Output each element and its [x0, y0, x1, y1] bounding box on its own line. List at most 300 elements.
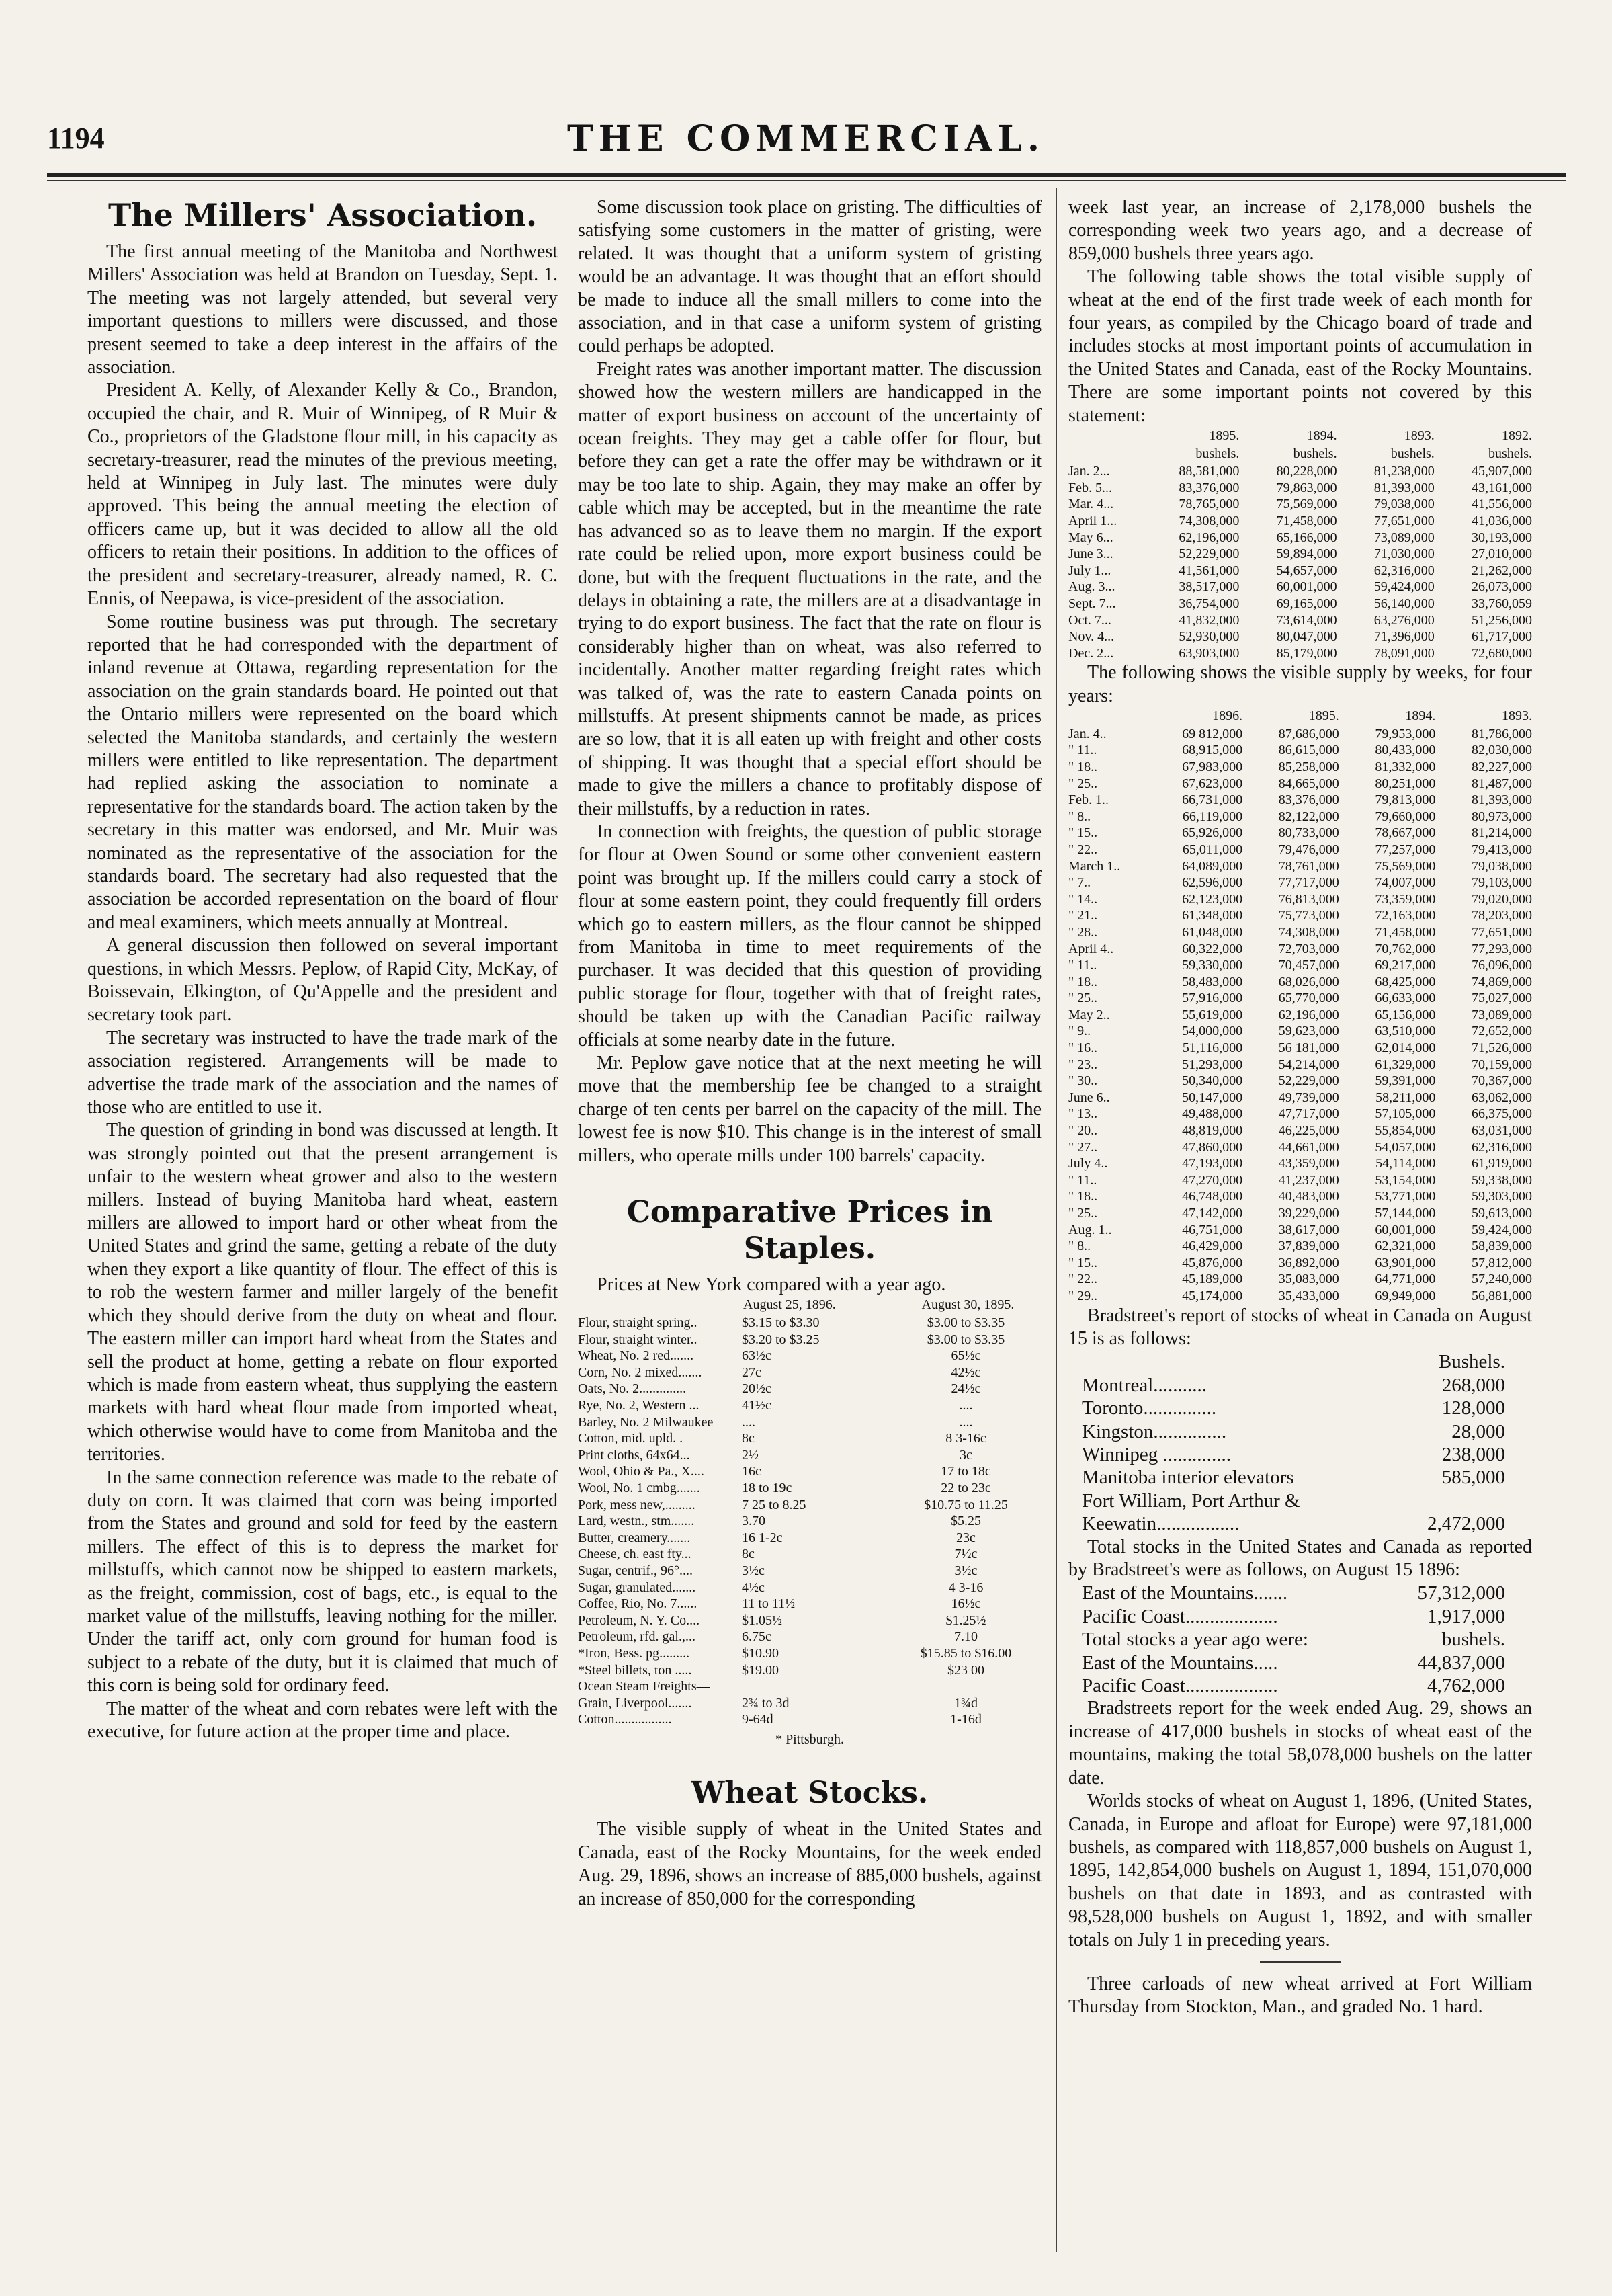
table-row — [578, 1580, 1042, 1596]
supply-cell: 85,258,000 — [1278, 759, 1339, 774]
supply-cell: 78,761,000 — [1278, 858, 1339, 874]
supply-cell: 79,863,000 — [1276, 480, 1337, 495]
supply-cell: 77,717,000 — [1278, 875, 1339, 891]
supply-cell: 62,196,000 — [1278, 1007, 1339, 1022]
supply-cell: 74,869,000 — [1472, 974, 1532, 989]
prices-cell: 7.10 — [954, 1629, 978, 1645]
stock-quantity — [1388, 1489, 1532, 1512]
prices-cell: Grain, Liverpool....... — [578, 1695, 692, 1711]
table-row — [1068, 1628, 1532, 1651]
prices-cell: Coffee, Rio, No. 7...... — [578, 1596, 697, 1612]
supply-cell: 50,340,000 — [1182, 1073, 1243, 1089]
supply-cell: 77,651,000 — [1373, 514, 1435, 529]
supply-cell: 27,010,000 — [1472, 546, 1532, 562]
table-row — [1068, 612, 1532, 629]
millers-paragraph: The secretary was instructed to have the trade mark of the association registered. Arrangements will be made to advertise the trade mark of the association and the names of those who are entitled to use it. — [87, 1027, 558, 1118]
supply-cell: 70,159,000 — [1472, 1057, 1532, 1072]
supply-cell: 35,083,000 — [1278, 1272, 1339, 1287]
supply-cell: 30,193,000 — [1472, 530, 1532, 545]
prices-cell: 63½c — [742, 1348, 771, 1364]
prices-cell: Sugar, granulated....... — [578, 1580, 696, 1595]
supply-cell: 59,391,000 — [1375, 1073, 1436, 1089]
supply-cell: 52,930,000 — [1179, 629, 1240, 645]
page-number: 1194 — [47, 122, 105, 155]
supply-cell: 62,316,000 — [1373, 563, 1435, 578]
table-row — [1068, 496, 1532, 513]
prices-cell: *Steel billets, ton ..... — [578, 1662, 692, 1678]
supply-cell: Jan. 4.. — [1068, 726, 1107, 741]
supply-cell: 59,424,000 — [1373, 579, 1435, 595]
supply-cell: 71,458,000 — [1375, 924, 1436, 940]
supply-cell: 77,293,000 — [1472, 941, 1532, 956]
supply-cell: 65,926,000 — [1182, 825, 1243, 841]
supply-cell: 38,617,000 — [1278, 1222, 1339, 1237]
supply-cell: 49,739,000 — [1278, 1090, 1339, 1105]
supply-cell: 63,062,000 — [1472, 1090, 1532, 1105]
prices-cell: Barley, No. 2 Milwaukee — [578, 1414, 714, 1430]
table-row — [1068, 842, 1532, 858]
prices-cell: Flour, straight spring.. — [578, 1315, 697, 1331]
table-row — [1068, 1651, 1532, 1674]
supply-cell: " 25.. — [1068, 991, 1098, 1006]
prices-cell: $10.90 — [742, 1645, 779, 1661]
supply-cell: 81,393,000 — [1472, 792, 1532, 808]
supply-cell: 61,048,000 — [1182, 924, 1243, 940]
millers-paragraph: In the same connection reference was made to the rebate of duty on corn. It was claimed that corn was being imported from the States and ground and sold for feed by the eastern millers. The effect of this is to depress the market for millstuffs, which cannot now be shipped to eastern markets, as the freight, commission, cost of bags, etc., is equal to the market value of the millstuffs, leaving nothing for the miller. Under the tariff act, only corn ground for human food is subject to a rebate of the duty, but it is claimed that much of this corn is being sold for ordinary feed. — [87, 1467, 558, 1696]
stock-quantity: 128,000 — [1441, 1397, 1505, 1420]
prices-col-header: August 25, 1896. — [743, 1297, 836, 1313]
prices-cell: 41½c — [742, 1398, 771, 1413]
supply-cell: 65,156,000 — [1375, 1007, 1436, 1022]
supply-cell: Sept. 7... — [1068, 596, 1116, 611]
supply-cell: 53,154,000 — [1375, 1172, 1436, 1188]
supply-cell: 74,308,000 — [1179, 514, 1240, 529]
supply-cell: 69,165,000 — [1276, 596, 1337, 611]
supply-cell: 45,876,000 — [1182, 1255, 1243, 1270]
prices-cell: 7½c — [954, 1547, 978, 1562]
unit-header: bushels. — [1390, 446, 1435, 461]
table-row — [1068, 1443, 1532, 1466]
supply-cell: 81,487,000 — [1472, 776, 1532, 791]
stock-place: Pacific Coast................... — [1082, 1605, 1278, 1627]
supply-cell: 53,771,000 — [1375, 1189, 1436, 1204]
supply-cell: 40,483,000 — [1278, 1189, 1339, 1204]
table-row — [1068, 1155, 1532, 1172]
supply-cell: Feb. 1.. — [1068, 792, 1109, 808]
millers-paragraph: In connection with freights, the question of public storage for flour at Owen Sound or some other convenient eastern point was brought up. If the millers could carry a stock of flour at some eastern point, they could frequently fill orders which go to eastern millers, as the flour cannot be shipped from Manitoba in time to meet requirements of the purchaser. It was decided that this question of providing public storage for flour, together with that of freight rates, should be taken up with the Canadian Pacific railway officials at some nearby date in the future. — [578, 821, 1042, 1051]
millers-paragraph: Mr. Peplow gave notice that at the next meeting he will move that the membership fee be changed to a straight charge of ten cents per barrel on the capacity of the mill. The lowest fee is now $10. This change is in the interest of small millers, who operate mills under 100 barrels' capacity. — [578, 1053, 1042, 1166]
millers-paragraph: A general discussion then followed on several important questions, in which Messrs. Peplow, of Rapid City, McKay, of Boissevain, Elkington, of Qu'Appelle and the president and secretary took part. — [87, 935, 558, 1026]
supply-cell: 78,203,000 — [1472, 908, 1532, 924]
masthead-rule — [47, 173, 1566, 177]
supply-cell: 64,089,000 — [1182, 858, 1243, 874]
supply-cell: June 3... — [1068, 546, 1113, 562]
supply-cell: 62,321,000 — [1375, 1239, 1436, 1254]
supply-cell: July 1... — [1068, 563, 1111, 578]
supply-cell: Feb. 5... — [1068, 480, 1112, 495]
supply-cell: 58,839,000 — [1472, 1239, 1532, 1254]
supply-cell: " 29.. — [1068, 1288, 1098, 1303]
prices-heading: Comparative Prices in Staples. — [626, 1195, 993, 1266]
table-row — [1068, 1007, 1532, 1024]
stock-place: Montreal........... — [1082, 1374, 1207, 1396]
supply-cell: " 22.. — [1068, 1272, 1098, 1287]
prices-cell: Wheat, No. 2 red....... — [578, 1348, 694, 1364]
table-row — [578, 1463, 1042, 1480]
supply-cell: 46,429,000 — [1182, 1239, 1243, 1254]
table-row — [1068, 1512, 1532, 1535]
prices-cell: 23c — [956, 1530, 976, 1545]
supply-cell: 70,367,000 — [1472, 1073, 1532, 1089]
prices-cell: 27c — [742, 1364, 761, 1380]
supply-cell: 71,458,000 — [1276, 514, 1337, 529]
table-row — [1068, 463, 1532, 480]
supply-cell: May 2.. — [1068, 1007, 1110, 1022]
supply-cell: 81,393,000 — [1373, 480, 1435, 495]
supply-cell: 57,240,000 — [1472, 1272, 1532, 1287]
table-row — [578, 1662, 1042, 1679]
prices-cell: Wool, Ohio & Pa., X.... — [578, 1464, 704, 1479]
supply-cell: 45,189,000 — [1182, 1272, 1243, 1287]
supply-cell: 65,166,000 — [1276, 530, 1337, 545]
supply-cell: 75,027,000 — [1472, 991, 1532, 1006]
supply-cell: 79,476,000 — [1278, 842, 1339, 857]
prices-cell: $23 00 — [947, 1662, 984, 1678]
supply-cell: 80,047,000 — [1276, 629, 1337, 645]
supply-cell: " 28.. — [1068, 924, 1098, 940]
table-row — [1068, 1420, 1532, 1443]
supply-cell: 54,000,000 — [1182, 1024, 1243, 1039]
table-row — [1068, 759, 1532, 776]
table-row — [578, 1315, 1042, 1331]
prices-cell: Sugar, centrif., 96°.... — [578, 1563, 693, 1578]
stock-place: Keewatin................. — [1082, 1513, 1240, 1535]
supply-cell: 33,760,059 — [1472, 596, 1532, 611]
stock-place: East of the Mountains....... — [1082, 1582, 1288, 1604]
supply-cell: 62,316,000 — [1472, 1139, 1532, 1155]
supply-cell: 59,303,000 — [1472, 1189, 1532, 1204]
prices-cell: 16 1-2c — [742, 1530, 783, 1545]
supply-cell: " 20.. — [1068, 1123, 1098, 1139]
table-row — [1068, 1040, 1532, 1057]
supply-cell: " 18.. — [1068, 974, 1098, 989]
column-rule-2 — [1056, 188, 1057, 2252]
table-row — [578, 1513, 1042, 1530]
prices-cell: $3.20 to $3.25 — [742, 1331, 820, 1347]
prices-cell: 4 3-16 — [948, 1580, 984, 1595]
supply-cell: " 9.. — [1068, 1024, 1091, 1039]
stock-quantity: 1,917,000 — [1427, 1605, 1505, 1627]
supply-cell: 66,375,000 — [1472, 1106, 1532, 1122]
supply-cell: 54,657,000 — [1276, 563, 1337, 578]
supply-cell: 41,237,000 — [1278, 1172, 1339, 1188]
prices-cell: 1¾d — [954, 1695, 978, 1711]
supply-cell: 62,123,000 — [1182, 891, 1243, 907]
supply-cell: 70,762,000 — [1375, 941, 1436, 956]
table-row — [1068, 858, 1532, 875]
supply-cell: 79,020,000 — [1472, 891, 1532, 907]
prices-cell: Petroleum, rfd. gal.,... — [578, 1629, 695, 1645]
table-row — [578, 1414, 1042, 1431]
supply-cell: 82,030,000 — [1472, 743, 1532, 758]
supply-cell: 63,903,000 — [1179, 645, 1240, 661]
prices-cell: 2½ — [742, 1447, 759, 1463]
supply-cell: " 14.. — [1068, 891, 1098, 907]
table-row — [578, 1430, 1042, 1447]
table-row — [1068, 924, 1532, 941]
supply-cell: 26,073,000 — [1472, 579, 1532, 595]
prices-cell: $1.05½ — [742, 1612, 782, 1628]
supply-cell: 66,119,000 — [1182, 809, 1243, 824]
millers-paragraph: Some routine business was put through. The secretary reported that he had corresponded with the department of inland revenue at Ottawa, regarding representation for the association on the grain standards board. He pointed out that the Ontario millers were represented on the board which selected the Manitoba standards, and certainly the western millers were entitled to like representation. The department had replied asking the association to nominate a representative for the standards board. The action taken by the secretary in this matter was endorsed, and Mr. Muir was nominated as the representative of the association for the standards board. The secretary had also requested that the association be accorded representation on the board of flour and meal examiners, which meets annually at Montreal. — [87, 611, 558, 933]
supply-cell: 73,359,000 — [1375, 891, 1436, 907]
supply-cell: 73,614,000 — [1276, 612, 1337, 628]
prices-cell: 65½c — [951, 1348, 981, 1364]
supply-cell: 78,765,000 — [1179, 497, 1240, 512]
supply-cell: March 1.. — [1068, 858, 1121, 874]
millers-article-continued — [578, 196, 1042, 1167]
table-row — [1068, 1674, 1532, 1697]
table-row — [578, 1711, 1042, 1728]
supply-cell: 74,007,000 — [1375, 875, 1436, 891]
supply-cell: 37,839,000 — [1278, 1239, 1339, 1254]
supply-cell: 47,717,000 — [1278, 1106, 1339, 1122]
supply-cell: 55,854,000 — [1375, 1123, 1436, 1139]
table-row — [1068, 825, 1532, 842]
prices-cell: Flour, straight winter.. — [578, 1331, 697, 1347]
millers-paragraph: The first annual meeting of the Manitoba and Northwest Millers' Association was held at Brandon on Tuesday, Sept. 1. The meeting was not largely attended, but several very important questions to millers were discussed, and those present seemed to take a deep interest in the affairs of the association. — [87, 241, 558, 378]
supply-cell: 46,225,000 — [1278, 1123, 1339, 1139]
table-row — [1068, 874, 1532, 891]
table-row — [1068, 907, 1532, 924]
prices-cell: Wool, No. 1 cmbg....... — [578, 1481, 700, 1495]
table-row — [1068, 1374, 1532, 1397]
supply-cell: 36,892,000 — [1278, 1255, 1339, 1270]
supply-cell: 54,214,000 — [1278, 1057, 1339, 1072]
supply-cell: Jan. 2... — [1068, 464, 1110, 479]
supply-cell: 81,786,000 — [1472, 726, 1532, 741]
supply-cell: May 6... — [1068, 530, 1113, 545]
supply-cell: " 11.. — [1068, 1172, 1097, 1188]
unit-header: bushels. — [1488, 446, 1532, 461]
prices-cell: 24½c — [951, 1381, 981, 1397]
supply-cell: 61,348,000 — [1182, 908, 1243, 924]
prices-cell: 8c — [742, 1431, 755, 1446]
table-row — [1068, 1466, 1532, 1489]
table-row — [578, 1645, 1042, 1662]
supply-cell: 63,901,000 — [1375, 1255, 1436, 1270]
table-row — [578, 1480, 1042, 1497]
supply-cell: 79,413,000 — [1472, 842, 1532, 857]
unit-header: bushels. — [1293, 446, 1337, 461]
supply-cell: 73,089,000 — [1373, 530, 1435, 545]
supply-cell: " 15.. — [1068, 1255, 1098, 1270]
supply-cell: 41,556,000 — [1472, 497, 1532, 512]
supply-cell: 47,142,000 — [1182, 1206, 1243, 1221]
closing-paragraph: Bradstreets report for the week ended Aug. 29, shows an increase of 417,000 bushels in stocks of wheat east of the mountains, making the total 58,078,000 bushels on the latter date. — [1068, 1698, 1532, 1789]
prices-cell: 1-16d — [950, 1712, 982, 1727]
supply-cell: 39,229,000 — [1278, 1206, 1339, 1221]
supply-cell: 54,057,000 — [1375, 1139, 1436, 1155]
supply-cell: 80,973,000 — [1472, 809, 1532, 824]
table-row — [1068, 891, 1532, 908]
supply-cell: 68,915,000 — [1182, 743, 1243, 758]
supply-cell: 63,510,000 — [1375, 1024, 1436, 1039]
stock-place: East of the Mountains..... — [1082, 1651, 1278, 1674]
year-header: 1894. — [1306, 428, 1337, 444]
supply-cell: 79,660,000 — [1375, 809, 1436, 824]
prices-cell: 2¾ to 3d — [742, 1695, 790, 1711]
prices-cell: Cheese, ch. east fty... — [578, 1547, 691, 1562]
table-row — [578, 1331, 1042, 1348]
supply-cell: 41,832,000 — [1179, 612, 1240, 628]
supply-cell: 83,376,000 — [1278, 792, 1339, 808]
supply-cell: 62,014,000 — [1375, 1040, 1436, 1056]
table-row — [1068, 1057, 1532, 1073]
supply-cell: " 22.. — [1068, 842, 1098, 857]
wheat-stocks-intro-continued: week last year, an increase of 2,178,000 bushels the corresponding week two years ago, and a decrease of 859,000 bushels three years ago. — [1068, 197, 1532, 264]
stock-quantity: 28,000 — [1451, 1420, 1505, 1442]
supply-cell: 73,089,000 — [1472, 1007, 1532, 1022]
supply-cell: 41,561,000 — [1179, 563, 1240, 578]
stock-quantity: 44,837,000 — [1417, 1651, 1505, 1674]
supply-cell: 79,813,000 — [1375, 792, 1436, 808]
supply-cell: 47,860,000 — [1182, 1139, 1243, 1155]
supply-cell: 84,665,000 — [1278, 776, 1339, 791]
supply-cell: 43,359,000 — [1278, 1156, 1339, 1172]
stock-place: Fort William, Port Arthur & — [1082, 1489, 1300, 1512]
masthead-rule-thin — [47, 180, 1566, 181]
supply-cell: 59,338,000 — [1472, 1172, 1532, 1188]
supply-cell: 58,211,000 — [1375, 1090, 1436, 1105]
supply-cell: " 18.. — [1068, 1189, 1098, 1204]
supply-cell: 64,771,000 — [1375, 1272, 1436, 1287]
stock-quantity: 238,000 — [1441, 1444, 1505, 1465]
table-row — [1068, 1172, 1532, 1189]
prices-cell: Oats, No. 2.............. — [578, 1381, 687, 1397]
total-stocks-intro: Total stocks in the United States and Canada as reported by Bradstreet's were as follows, on August 15 1896: — [1068, 1536, 1532, 1581]
stock-quantity: 57,312,000 — [1417, 1582, 1505, 1604]
supply-cell: 52,229,000 — [1179, 546, 1240, 562]
year-header: 1893. — [1502, 708, 1532, 724]
supply-cell: " 8.. — [1068, 809, 1091, 824]
stock-place: Pacific Coast................... — [1082, 1675, 1278, 1697]
prices-cell: .... — [959, 1398, 973, 1413]
stock-quantity: 4,762,000 — [1427, 1675, 1505, 1697]
prices-cell: $10.75 to 11.25 — [924, 1497, 1008, 1512]
supply-cell: Oct. 7... — [1068, 612, 1111, 628]
table-row — [1068, 1023, 1532, 1040]
prices-cell: Petroleum, N. Y. Co.... — [578, 1612, 700, 1628]
supply-cell: 88,581,000 — [1179, 464, 1240, 479]
supply-cell: 43,161,000 — [1472, 480, 1532, 495]
supply-cell: 72,680,000 — [1472, 645, 1532, 661]
supply-cell: " 7.. — [1068, 875, 1091, 891]
table-row — [578, 1596, 1042, 1612]
supply-cell: 45,907,000 — [1472, 464, 1532, 479]
supply-cell: Dec. 2... — [1068, 645, 1114, 661]
monthly-supply-table — [1068, 427, 1532, 661]
table-row — [1068, 1222, 1532, 1239]
table-row — [1068, 1106, 1532, 1122]
supply-cell: 72,652,000 — [1472, 1024, 1532, 1039]
prices-cell: 3c — [960, 1447, 972, 1463]
year-header: 1893. — [1404, 428, 1435, 444]
prices-cell: 9-64d — [742, 1712, 773, 1727]
supply-cell: July 4.. — [1068, 1156, 1108, 1172]
supply-cell: 79,038,000 — [1373, 497, 1435, 512]
final-note: Three carloads of new wheat arrived at Fort William Thursday from Stockton, Man., and graded No. 1 hard. — [1068, 1973, 1532, 2018]
table-row — [1068, 990, 1532, 1007]
supply-cell: " 16.. — [1068, 1040, 1098, 1056]
table-row — [578, 1497, 1042, 1514]
column-1 — [87, 196, 558, 1744]
supply-cell: 78,091,000 — [1373, 645, 1435, 661]
supply-cell: " 15.. — [1068, 825, 1098, 841]
total-stocks-table — [1068, 1582, 1532, 1697]
prices-col-header: August 30, 1895. — [921, 1297, 1015, 1313]
table-row — [1068, 1288, 1532, 1305]
supply-cell: June 6.. — [1068, 1090, 1110, 1105]
stock-quantity: 268,000 — [1441, 1374, 1505, 1396]
prices-cell: 3.70 — [742, 1514, 765, 1529]
prices-cell: .... — [742, 1414, 755, 1430]
millers-paragraph: President A. Kelly, of Alexander Kelly & Co., Brandon, occupied the chair, and R. Muir of Winnipeg, of R Muir & Co., proprietors of the Gladstone flour mill, in his capacity as secretary-treasurer, read the minutes of the previous meeting, held at Winnipeg in July last. The minutes were duly approved. This being the annual meeting the election of officers came up, but it was decided to allow all the old officers to retain their positions. In addition to the offices of the president and secretary-treasurer, already named, R. C. Ennis, of Neepawa, is vice-president of the association. — [87, 380, 558, 610]
supply-cell: 54,114,000 — [1375, 1156, 1436, 1172]
prices-cell: .... — [959, 1414, 973, 1430]
prices-cell: Cotton, mid. upld. . — [578, 1431, 683, 1446]
supply-cell: 75,569,000 — [1375, 858, 1436, 874]
column-3 — [1068, 196, 1532, 2019]
table-row — [578, 1546, 1042, 1563]
prices-cell: Corn, No. 2 mixed....... — [578, 1364, 702, 1380]
supply-cell: 78,667,000 — [1375, 825, 1436, 841]
prices-cell: $3.00 to $3.35 — [927, 1331, 1005, 1347]
prices-cell: 16½c — [951, 1596, 981, 1612]
supply-cell: " 11.. — [1068, 958, 1097, 973]
table-row — [1068, 726, 1532, 743]
supply-cell: 67,623,000 — [1182, 776, 1243, 791]
table-row — [578, 1695, 1042, 1712]
unit-header: bushels. — [1195, 446, 1240, 461]
supply-cell: 61,717,000 — [1472, 629, 1532, 645]
supply-cell: 62,196,000 — [1179, 530, 1240, 545]
supply-cell: 60,001,000 — [1276, 579, 1337, 595]
table-row — [1068, 742, 1532, 759]
supply-cell: 76,096,000 — [1472, 958, 1532, 973]
supply-cell: 63,276,000 — [1373, 612, 1435, 628]
table-row — [1068, 1139, 1532, 1156]
table-row — [1068, 941, 1532, 958]
prices-cell: Pork, mess new,......... — [578, 1497, 695, 1512]
supply-cell: 79,038,000 — [1472, 858, 1532, 874]
table-row — [1068, 1271, 1532, 1288]
year-header: 1894. — [1405, 708, 1436, 724]
supply-cell: 68,026,000 — [1278, 974, 1339, 989]
supply-cell: 67,983,000 — [1182, 759, 1243, 774]
prices-cell: 17 to 18c — [941, 1464, 991, 1479]
prices-cell: 4½c — [742, 1580, 765, 1595]
prices-cell: 18 to 19c — [742, 1481, 792, 1495]
table-row — [578, 1530, 1042, 1547]
bradstreet-canada-table — [1068, 1350, 1532, 1535]
stock-place: Winnipeg .............. — [1082, 1444, 1231, 1465]
table-row — [578, 1364, 1042, 1381]
supply-cell: 75,773,000 — [1278, 908, 1339, 924]
table-row — [1068, 628, 1532, 645]
supply-cell: April 4.. — [1068, 941, 1114, 956]
supply-cell: 59,623,000 — [1278, 1024, 1339, 1039]
